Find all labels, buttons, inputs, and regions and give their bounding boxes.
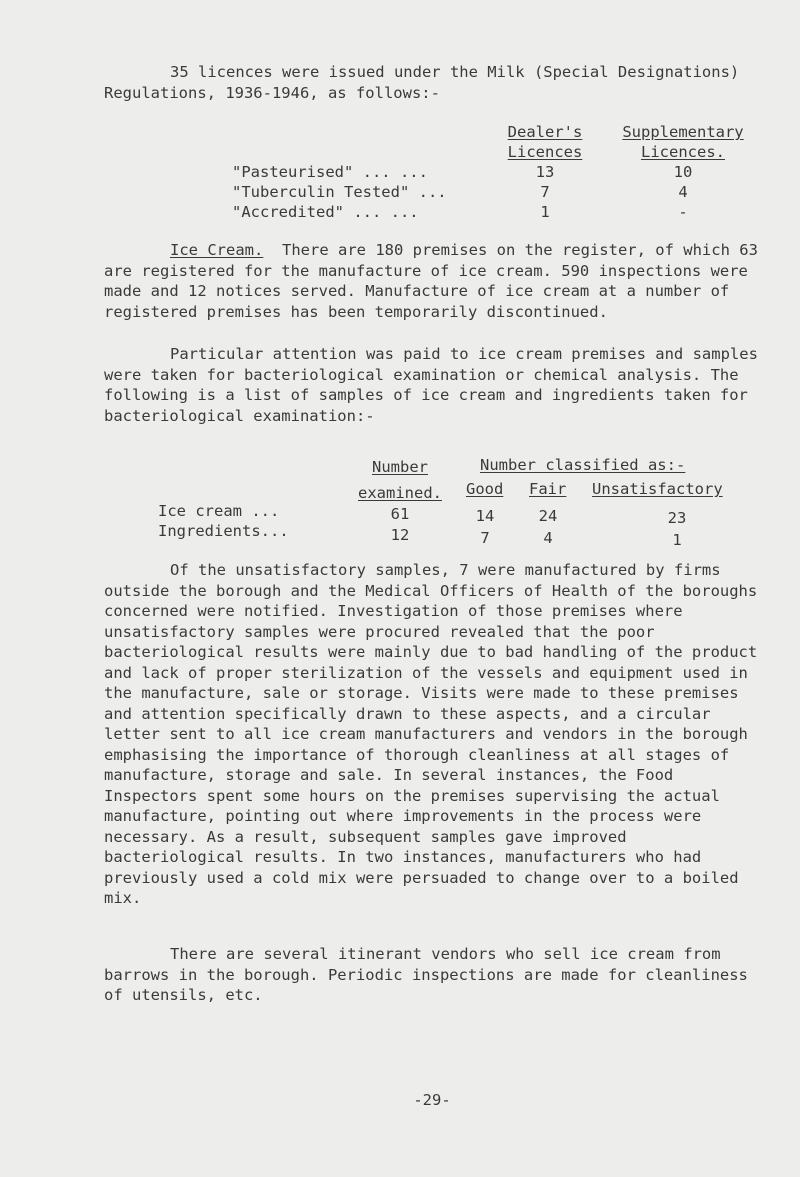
good-header: Good xyxy=(466,480,504,498)
licence-row-label: "Tuberculin Tested" ... xyxy=(232,183,447,201)
number-examined-header: Number examined. xyxy=(358,458,442,502)
attention-paragraph: Particular attention was paid to ice cream premises and samples were taken for bacteriological examination or chemical analysis. The following is a list of samples of ice cream and ingredients taken for bacteriological examination:- xyxy=(104,345,768,425)
sample-row-unsatisfactory: 23 xyxy=(667,509,687,527)
sample-row-examined: 12 xyxy=(390,526,410,544)
licence-row-supplementary: 4 xyxy=(678,183,688,201)
licence-row-dealer: 1 xyxy=(540,203,550,221)
licence-row-label: "Accredited" ... ... xyxy=(232,203,419,221)
licence-row-dealer: 7 xyxy=(540,183,550,201)
sample-row-examined: 61 xyxy=(390,505,410,523)
sample-row-good: 14 xyxy=(475,507,495,525)
number-classified-header: Number classified as:- xyxy=(480,456,686,474)
licence-row-dealer: 13 xyxy=(535,163,555,181)
intro-paragraph: 35 licences were issued under the Milk (Special Designations) Regulations, 1936-1946, as follows:- xyxy=(104,63,749,102)
page-number: -29- xyxy=(413,1091,451,1109)
unsatisfactory-samples-paragraph: Of the unsatisfactory samples, 7 were manufactured by firms outside the borough and the Medical Officers of Health of the boroughs concerned were notified. Investigation of those premises where unsatisfactory samples were procured revealed that the poor bacteriological results were mainly due to bad handling of the product and lack of proper sterilization of the vessels and equipment used in the manufacture, sale or storage. Visits were made to these premises and attention specifically drawn to these aspects, and a circular letter sent to all ice cream manufacturers and vendors in the borough emphasising the importance of thorough cleanliness at all stages of manufacture, storage and sale. In several instances, the Food Inspectors spent some hours on the premises supervising the actual manufacture, pointing out where improvements in the process were necessary. As a result, subsequent samples gave improved bacteriological results. In two instances, manufacturers who had previously used a cold mix were persuaded to change over to a boiled mix. xyxy=(104,561,767,907)
fair-header: Fair xyxy=(529,480,567,498)
licence-row-supplementary: 10 xyxy=(673,163,693,181)
dealers-licences-header: Dealer's Licences xyxy=(507,123,583,161)
licence-row-label: "Pasteurised" ... ... xyxy=(232,163,428,181)
itinerant-vendors-paragraph: There are several itinerant vendors who sell ice cream from barrows in the borough. Periodic inspections are made for cleanliness of utensils, etc. xyxy=(104,945,758,1004)
licence-row-supplementary: - xyxy=(678,203,688,221)
ice-cream-text: There are 180 premises on the register, of which 63 are registered for the manufacture of ice cream. 590 inspections were made and 12 notices served. Manufacture of ice cream at a number of registered premises has been temporarily discontinued. xyxy=(104,241,768,321)
sample-row-fair: 24 xyxy=(538,507,558,525)
ice-cream-heading: Ice Cream. xyxy=(170,241,264,259)
ice-cream-paragraph xyxy=(104,240,766,322)
sample-row-unsatisfactory: 1 xyxy=(672,531,682,549)
sample-row-good: 7 xyxy=(480,529,490,547)
sample-row-fair: 4 xyxy=(543,529,553,547)
sample-row-label: Ingredients... xyxy=(158,522,289,540)
supplementary-licences-header: Supplementary Licences. xyxy=(622,123,744,161)
sample-row-label: Ice cream ... xyxy=(158,502,280,520)
unsatisfactory-header: Unsatisfactory xyxy=(592,480,723,498)
